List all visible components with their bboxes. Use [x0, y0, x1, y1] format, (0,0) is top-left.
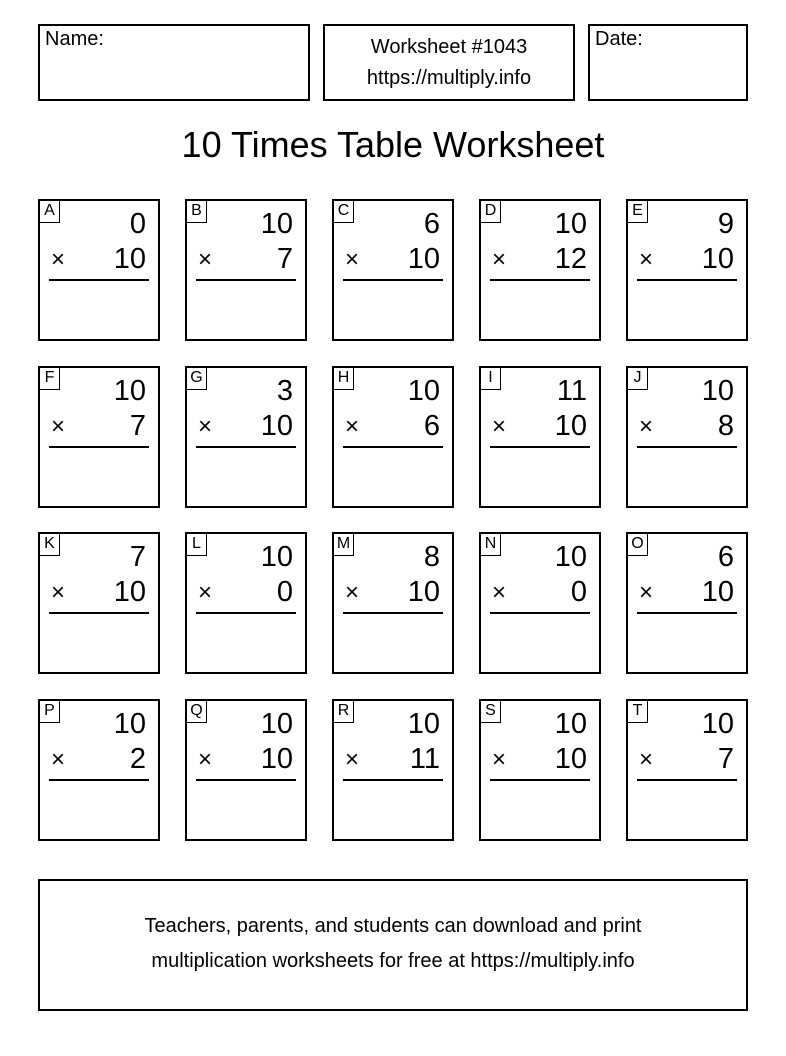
problem-top-number: 10 [554, 708, 587, 740]
problem-top-number: 3 [276, 375, 293, 407]
problem-card[interactable] [332, 199, 454, 341]
worksheet-id: Worksheet #1043 [370, 36, 528, 58]
problem-bottom-number: 0 [276, 576, 293, 608]
problem-card[interactable] [38, 366, 160, 508]
problem-card[interactable] [185, 699, 307, 841]
multiply-sign: × [345, 579, 360, 606]
site-url: https://multiply.info [366, 67, 532, 89]
footer-line-1: Teachers, parents, and students can download and print [144, 915, 642, 937]
answer-line [343, 779, 443, 781]
page-title: 10 Times Table Worksheet [181, 124, 605, 165]
problem-bottom-number: 10 [701, 576, 734, 608]
problem-top-number: 6 [717, 541, 734, 573]
answer-line [490, 779, 590, 781]
problem-letter: H [334, 368, 354, 390]
problem-bottom-number: 11 [409, 743, 440, 775]
answer-line [490, 446, 590, 448]
problem-letter: G [187, 368, 207, 390]
problem-letter: R [334, 701, 354, 723]
problem-card[interactable] [185, 366, 307, 508]
problem-bottom-number: 0 [570, 576, 587, 608]
name-field[interactable] [38, 24, 310, 101]
problem-top-number: 10 [260, 541, 293, 573]
multiply-sign: × [51, 246, 66, 273]
problem-letter: D [481, 201, 501, 223]
problem-bottom-number: 7 [276, 243, 293, 275]
problem-card[interactable] [38, 199, 160, 341]
problem-bottom-number: 7 [717, 743, 734, 775]
answer-line [49, 612, 149, 614]
problem-bottom-number: 10 [113, 576, 146, 608]
problem-card[interactable] [479, 199, 601, 341]
answer-line [343, 446, 443, 448]
problem-bottom-number: 2 [129, 743, 146, 775]
problem-bottom-number: 10 [113, 243, 146, 275]
multiply-sign: × [345, 413, 360, 440]
problem-card[interactable] [332, 532, 454, 674]
problem-bottom-number: 8 [717, 410, 734, 442]
answer-line [196, 279, 296, 281]
worksheet-info [323, 24, 575, 101]
multiply-sign: × [492, 246, 507, 273]
problem-letter: C [334, 201, 354, 223]
multiply-sign: × [492, 579, 507, 606]
problem-bottom-number: 10 [260, 410, 293, 442]
problem-top-number: 10 [407, 708, 440, 740]
problem-letter: A [40, 201, 60, 223]
problem-card[interactable] [332, 366, 454, 508]
problem-letter: K [40, 534, 60, 556]
footer-note [38, 879, 748, 1011]
problem-letter: B [187, 201, 207, 223]
problem-card[interactable] [38, 699, 160, 841]
answer-line [637, 779, 737, 781]
answer-line [637, 279, 737, 281]
problem-card[interactable] [185, 532, 307, 674]
problem-card[interactable] [626, 199, 748, 341]
problem-top-number: 9 [717, 208, 734, 240]
date-label: Date: [595, 28, 643, 50]
problem-card[interactable] [479, 699, 601, 841]
problem-bottom-number: 10 [554, 743, 587, 775]
name-label: Name: [45, 28, 104, 50]
problem-letter: O [628, 534, 648, 556]
problem-letter: E [628, 201, 648, 223]
problem-top-number: 0 [129, 208, 146, 240]
multiply-sign: × [345, 746, 360, 773]
date-field[interactable] [588, 24, 748, 101]
problem-letter: M [334, 534, 354, 556]
problem-letter: S [481, 701, 501, 723]
answer-line [637, 612, 737, 614]
problem-top-number: 10 [113, 375, 146, 407]
problem-top-number: 6 [423, 208, 440, 240]
answer-line [196, 779, 296, 781]
problem-top-number: 7 [129, 541, 146, 573]
problem-top-number: 10 [701, 708, 734, 740]
answer-line [196, 446, 296, 448]
problem-letter: I [481, 368, 501, 390]
problem-bottom-number: 10 [260, 743, 293, 775]
footer-line-2: multiplication worksheets for free at https://multiply.info [151, 950, 635, 972]
problem-letter: P [40, 701, 60, 723]
problem-card[interactable] [479, 366, 601, 508]
problem-letter: J [628, 368, 648, 390]
multiply-sign: × [345, 246, 360, 273]
problem-card[interactable] [332, 699, 454, 841]
multiply-sign: × [51, 746, 66, 773]
answer-line [49, 279, 149, 281]
answer-line [637, 446, 737, 448]
problem-letter: Q [187, 701, 207, 723]
answer-line [49, 779, 149, 781]
problem-bottom-number: 10 [701, 243, 734, 275]
problem-card[interactable] [626, 532, 748, 674]
multiply-sign: × [492, 413, 507, 440]
multiply-sign: × [639, 413, 654, 440]
multiply-sign: × [51, 579, 66, 606]
problem-letter: N [481, 534, 501, 556]
multiply-sign: × [198, 746, 213, 773]
problem-top-number: 10 [554, 208, 587, 240]
problem-top-number: 10 [554, 541, 587, 573]
multiply-sign: × [51, 413, 66, 440]
multiply-sign: × [639, 246, 654, 273]
problem-bottom-number: 10 [407, 243, 440, 275]
problem-bottom-number: 6 [423, 410, 440, 442]
answer-line [490, 612, 590, 614]
answer-line [343, 279, 443, 281]
problem-card[interactable] [185, 199, 307, 341]
multiply-sign: × [198, 579, 213, 606]
problem-letter: L [187, 534, 207, 556]
problem-card[interactable] [626, 366, 748, 508]
problem-letter: F [40, 368, 60, 390]
multiply-sign: × [639, 746, 654, 773]
problem-card[interactable] [38, 532, 160, 674]
problem-top-number: 10 [701, 375, 734, 407]
problem-bottom-number: 12 [554, 243, 587, 275]
problem-top-number: 11 [556, 375, 587, 407]
problem-top-number: 10 [260, 708, 293, 740]
problem-card[interactable] [479, 532, 601, 674]
problem-bottom-number: 10 [554, 410, 587, 442]
problem-card[interactable] [626, 699, 748, 841]
answer-line [49, 446, 149, 448]
problem-top-number: 10 [113, 708, 146, 740]
problem-bottom-number: 10 [407, 576, 440, 608]
multiply-sign: × [492, 746, 507, 773]
answer-line [196, 612, 296, 614]
problem-top-number: 10 [407, 375, 440, 407]
problem-letter: T [628, 701, 648, 723]
problem-top-number: 8 [423, 541, 440, 573]
problem-top-number: 10 [260, 208, 293, 240]
answer-line [490, 279, 590, 281]
answer-line [343, 612, 443, 614]
problem-bottom-number: 7 [129, 410, 146, 442]
multiply-sign: × [639, 579, 654, 606]
multiply-sign: × [198, 246, 213, 273]
multiply-sign: × [198, 413, 213, 440]
